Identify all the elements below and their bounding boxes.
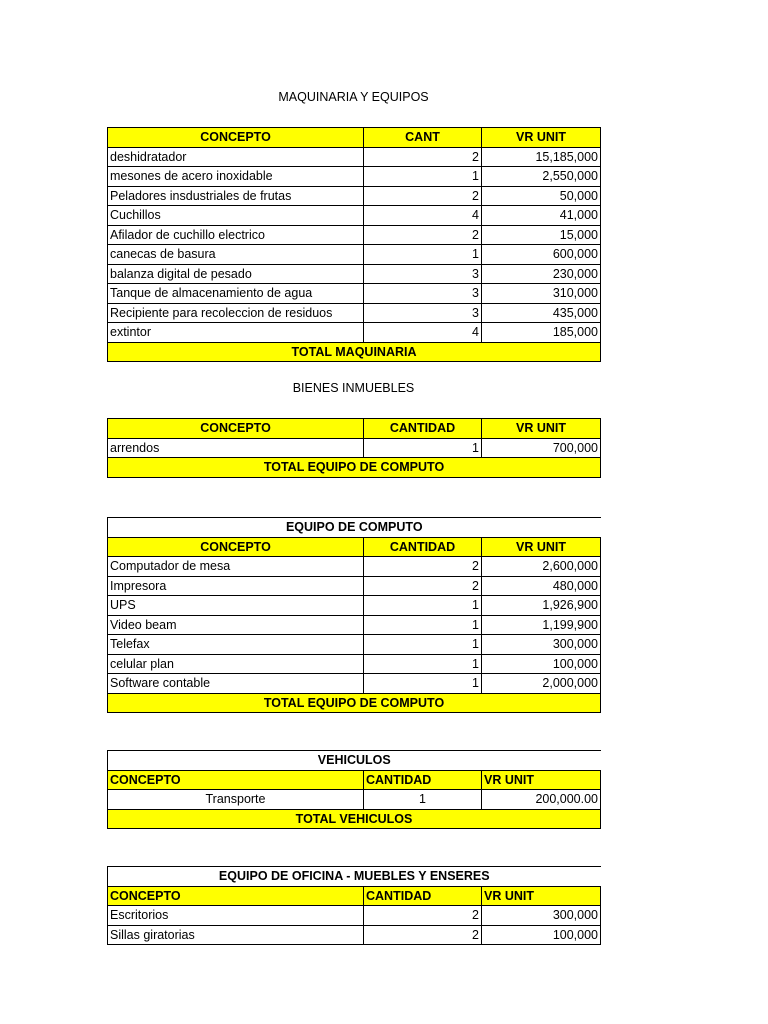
table-header-row: [108, 128, 601, 148]
header-cantidad: CANTIDAD: [364, 886, 482, 906]
table-row: [108, 925, 601, 945]
total-row: [108, 342, 601, 362]
cell-concepto: mesones de acero inoxidable: [108, 167, 364, 187]
header-concepto: CONCEPTO: [108, 537, 364, 557]
inmuebles-table: [107, 418, 601, 478]
cell-cant: 1: [364, 674, 482, 694]
total-row: [108, 809, 601, 829]
cell-vr-unit: 185,000: [482, 323, 601, 343]
cell-vr-unit: 15,185,000: [482, 147, 601, 167]
cell-cant: 1: [364, 615, 482, 635]
table-title-row: [108, 518, 601, 538]
header-concepto: CONCEPTO: [108, 419, 364, 439]
vehiculos-table: [107, 750, 601, 829]
oficina-title: EQUIPO DE OFICINA - MUEBLES Y ENSERES: [108, 867, 601, 887]
table-header-row: [108, 886, 601, 906]
cell-vr-unit: 1,199,900: [482, 615, 601, 635]
cell-vr-unit: 100,000: [482, 654, 601, 674]
cell-cant: 2: [364, 557, 482, 577]
vehiculos-title: VEHICULOS: [108, 751, 601, 771]
cell-vr-unit: 700,000: [482, 438, 601, 458]
cell-concepto: Tanque de almacenamiento de agua: [108, 284, 364, 304]
table-row: [108, 264, 601, 284]
cell-concepto: Cuchillos: [108, 206, 364, 226]
cell-vr-unit: 230,000: [482, 264, 601, 284]
cell-vr-unit: 300,000: [482, 635, 601, 655]
cell-cant: 1: [364, 438, 482, 458]
cell-vr-unit: 50,000: [482, 186, 601, 206]
header-cantidad: CANTIDAD: [364, 537, 482, 557]
computo-table: [107, 517, 601, 713]
cell-concepto: Afilador de cuchillo electrico: [108, 225, 364, 245]
cell-concepto: deshidratador: [108, 147, 364, 167]
cell-concepto: Software contable: [108, 674, 364, 694]
cell-cant: 1: [364, 654, 482, 674]
cell-concepto: Sillas giratorias: [108, 925, 364, 945]
cell-cant: 4: [364, 323, 482, 343]
cell-concepto: Escritorios: [108, 906, 364, 926]
cell-cant: 3: [364, 264, 482, 284]
table-row: [108, 225, 601, 245]
table-header-row: [108, 537, 601, 557]
cell-cant: 2: [364, 906, 482, 926]
table-row: [108, 790, 601, 810]
cell-cant: 2: [364, 225, 482, 245]
cell-cant: 2: [364, 186, 482, 206]
cell-vr-unit: 2,000,000: [482, 674, 601, 694]
computo-title: EQUIPO DE COMPUTO: [108, 518, 601, 538]
cell-vr-unit: 200,000.00: [482, 790, 601, 810]
table-header-row: [108, 419, 601, 439]
table-row: [108, 186, 601, 206]
cell-cant: 2: [364, 576, 482, 596]
cell-cant: 2: [364, 925, 482, 945]
total-label: TOTAL EQUIPO DE COMPUTO: [108, 693, 601, 713]
inmuebles-title: BIENES INMUEBLES: [292, 381, 415, 395]
table-row: [108, 245, 601, 265]
cell-concepto: Telefax: [108, 635, 364, 655]
cell-vr-unit: 1,926,900: [482, 596, 601, 616]
cell-vr-unit: 600,000: [482, 245, 601, 265]
cell-cant: 1: [364, 790, 482, 810]
oficina-table: [107, 866, 601, 945]
cell-concepto: Impresora: [108, 576, 364, 596]
table-row: [108, 303, 601, 323]
table-row: [108, 206, 601, 226]
header-vr-unit: VR UNIT: [482, 128, 601, 148]
cell-concepto: canecas de basura: [108, 245, 364, 265]
table-row: [108, 284, 601, 304]
header-concepto: CONCEPTO: [108, 128, 364, 148]
cell-cant: 1: [364, 635, 482, 655]
header-cant: CANT: [364, 128, 482, 148]
cell-concepto: celular plan: [108, 654, 364, 674]
table-row: [108, 906, 601, 926]
cell-concepto: Recipiente para recoleccion de residuos: [108, 303, 364, 323]
cell-concepto: UPS: [108, 596, 364, 616]
header-cantidad: CANTIDAD: [364, 770, 482, 790]
table-row: [108, 323, 601, 343]
cell-cant: 1: [364, 596, 482, 616]
header-vr-unit: VR UNIT: [482, 537, 601, 557]
cell-vr-unit: 435,000: [482, 303, 601, 323]
cell-cant: 4: [364, 206, 482, 226]
cell-vr-unit: 2,550,000: [482, 167, 601, 187]
table-row: [108, 438, 601, 458]
cell-vr-unit: 41,000: [482, 206, 601, 226]
header-cantidad: CANTIDAD: [364, 419, 482, 439]
table-row: [108, 147, 601, 167]
table-header-row: [108, 770, 601, 790]
cell-concepto: Computador de mesa: [108, 557, 364, 577]
cell-vr-unit: 2,600,000: [482, 557, 601, 577]
cell-vr-unit: 15,000: [482, 225, 601, 245]
cell-vr-unit: 480,000: [482, 576, 601, 596]
table-row: [108, 557, 601, 577]
cell-cant: 2: [364, 147, 482, 167]
maquinaria-title: MAQUINARIA Y EQUIPOS: [278, 90, 429, 104]
cell-vr-unit: 310,000: [482, 284, 601, 304]
table-title-row: [108, 751, 601, 771]
table-row: [108, 596, 601, 616]
table-row: [108, 635, 601, 655]
cell-concepto: balanza digital de pesado: [108, 264, 364, 284]
total-label: TOTAL MAQUINARIA: [108, 342, 601, 362]
cell-cant: 3: [364, 303, 482, 323]
cell-concepto: Video beam: [108, 615, 364, 635]
total-label: TOTAL VEHICULOS: [108, 809, 601, 829]
cell-vr-unit: 100,000: [482, 925, 601, 945]
cell-concepto: Peladores insdustriales de frutas: [108, 186, 364, 206]
header-concepto: CONCEPTO: [108, 886, 364, 906]
maquinaria-table: [107, 127, 601, 362]
header-vr-unit: VR UNIT: [482, 886, 601, 906]
cell-vr-unit: 300,000: [482, 906, 601, 926]
table-row: [108, 576, 601, 596]
cell-concepto: extintor: [108, 323, 364, 343]
table-row: [108, 167, 601, 187]
table-title-row: [108, 867, 601, 887]
total-row: [108, 693, 601, 713]
cell-cant: 3: [364, 284, 482, 304]
cell-cant: 1: [364, 245, 482, 265]
cell-cant: 1: [364, 167, 482, 187]
total-label: TOTAL EQUIPO DE COMPUTO: [108, 458, 601, 478]
cell-concepto: arrendos: [108, 438, 364, 458]
table-row: [108, 674, 601, 694]
header-vr-unit: VR UNIT: [482, 770, 601, 790]
table-row: [108, 615, 601, 635]
table-row: [108, 654, 601, 674]
header-vr-unit: VR UNIT: [482, 419, 601, 439]
total-row: [108, 458, 601, 478]
cell-concepto: Transporte: [108, 790, 364, 810]
header-concepto: CONCEPTO: [108, 770, 364, 790]
